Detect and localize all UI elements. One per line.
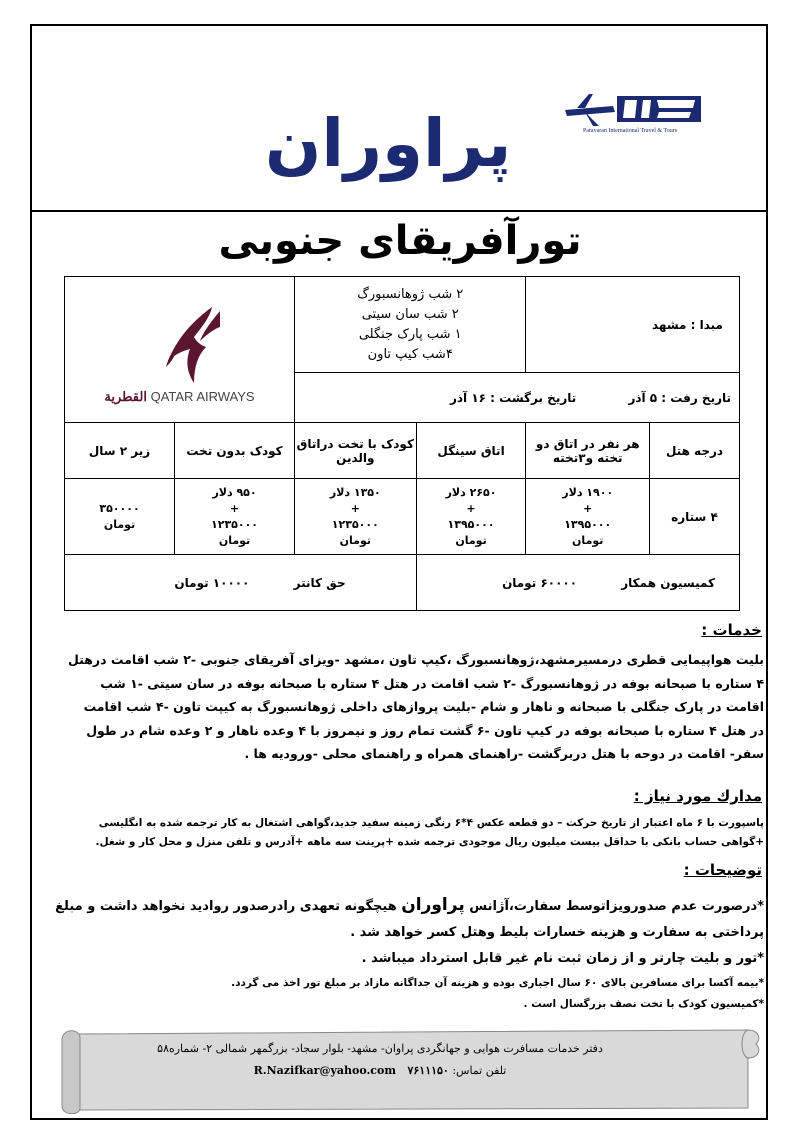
- col-header: کودک بدون تخت: [175, 423, 295, 479]
- footer-phone: ۷۶۱۱۱۵۰: [407, 1064, 449, 1077]
- footer-address: دفتر خدمات مسافرت هوایی و جهانگردی پراوان- مشهد- بلوار سجاد- بزرگمهر شمالی ۲- شماره۵۸: [157, 1042, 603, 1055]
- price-line: +: [350, 501, 360, 515]
- price-line: ۱۹۰۰ دلار: [562, 485, 614, 499]
- price-line: ۳۵۰۰۰۰: [99, 501, 140, 515]
- price-line: تومان: [218, 533, 251, 547]
- col-header: درجه هتل: [650, 423, 740, 479]
- oryx-icon: [120, 301, 240, 391]
- logo-subtitle: Paravaran International Travel & Tours: [582, 128, 678, 134]
- notes-text: [36, 892, 764, 1014]
- itinerary-cities: [295, 277, 526, 373]
- price-line: تومان: [103, 517, 136, 531]
- note-line: [36, 892, 764, 920]
- tour-title: تورآفریقای جنوبی: [218, 218, 582, 264]
- commission-cell: [416, 555, 739, 611]
- price-single: [416, 479, 526, 555]
- note-text: هیچگونه تعهدی رادرصدور روادید نخواهد داشت و مبلغ: [55, 899, 397, 914]
- note-brand: پراوران: [401, 895, 465, 915]
- documents-line: +گواهی حساب بانکی با حداقل بیست میلیون ریال موجودی ترجمه شده +پرینت سه ماهه +آدرس و تلفن منزل و محل کار و شغل.: [95, 836, 764, 848]
- price-line: ۹۵۰ دلار: [212, 485, 257, 499]
- commission-label: کمیسیون همکار: [621, 575, 715, 590]
- price-child-nobed: [175, 479, 295, 555]
- documents-heading: مدارك مورد نیاز :: [633, 787, 762, 805]
- documents-text: [36, 814, 764, 852]
- price-table: [64, 276, 740, 611]
- depart-date: تاریخ رفت : ۵ آذر: [628, 390, 731, 405]
- airline-name-fa: القطرية: [104, 388, 147, 404]
- price-line: تومان: [339, 533, 371, 547]
- price-double: [526, 479, 650, 555]
- services-line: سفر- اقامت در دوحه با هتل دربرگشت -راهنمای همراه و راهنمای محلی -ورودیه ها .: [244, 746, 764, 761]
- notes-heading: توضیحات :: [683, 861, 762, 879]
- travel-dates: [295, 373, 740, 423]
- city-line: ۴شب کیپ تاون: [367, 346, 453, 362]
- price-line: تومان: [572, 533, 604, 547]
- price-line: +: [466, 501, 476, 515]
- airline-name-en: QATAR AIRWAYS: [150, 388, 255, 404]
- services-line: در هتل ۴ ستاره با صبحانه بوفه در کیپ تاون -۶ گشت تمام روز و نیمروز با ۴ وعده ناهار و ۲ وعده شام در طول: [86, 722, 764, 738]
- counter-fee-value: ۱۰۰۰۰ تومان: [174, 575, 250, 590]
- brand-title: پراوران: [265, 105, 512, 182]
- price-line: تومان: [455, 533, 487, 547]
- col-header: هر نفر در اتاق دو تخته و۳تخته: [526, 423, 650, 479]
- price-line: ۲۶۵۰ دلار: [445, 485, 497, 499]
- return-date: تاریخ برگشت : ۱۶ آذر: [449, 390, 577, 405]
- qatar-airways-logo: [65, 277, 295, 423]
- price-line: ۱۳۹۵۰۰۰: [447, 517, 495, 531]
- services-heading: خدمات :: [701, 621, 762, 639]
- price-child-bed: [295, 479, 417, 555]
- hotel-grade: ۴ ستاره: [650, 479, 740, 555]
- commission-value: ۶۰۰۰۰ تومان: [502, 575, 578, 590]
- price-line: ۱۲۳۵۰۰۰: [211, 517, 259, 531]
- price-line: +: [583, 501, 593, 515]
- price-line: ۱۳۹۵۰۰۰: [564, 517, 612, 531]
- col-header: زیر ۲ سال: [65, 423, 175, 479]
- footer-email: R.Nazifkar@yahoo.com: [253, 1064, 396, 1077]
- footer-contact: [100, 1064, 660, 1077]
- price-infant: [65, 479, 175, 555]
- col-header: کودک با تخت دراتاق والدین: [295, 423, 417, 479]
- footer-phone-label: تلفن تماس:: [452, 1064, 507, 1077]
- price-line: ۱۲۳۵۰۰۰: [331, 517, 379, 531]
- services-text: [36, 648, 764, 766]
- note-line: *بیمه آکسا برای مسافرین بالای ۶۰ سال اجباری بوده و هزینه آن جداگانه مازاد بر مبلغ تور اخذ می گردد.: [231, 977, 764, 989]
- city-line: ۲ شب ژوهانسبورگ: [357, 286, 464, 302]
- services-line: ۴ ستاره با صبحانه بوفه در ژوهانسبورگ -۲ شب اقامت در هتل ۴ ستاره با صبحانه بوفه در سان سیتی -۱ شب: [100, 675, 764, 691]
- counter-fee-label: حق کانتر: [293, 575, 346, 590]
- origin: مبدا : مشهد: [526, 277, 740, 373]
- services-line: اقامت در پارک جنگلی با صبحانه و ناهار و شام -بلیت پروازهای داخلی ژوهانسبورگ به کیپت تاون -۴ شب اقامت: [83, 699, 764, 714]
- note-line: پرداختی به سفارت و هزینه خسارات بلیط وهتل کسر خواهد شد .: [350, 925, 764, 940]
- city-line: ۲ شب سان سیتی: [361, 306, 459, 322]
- city-line: ۱ شب پارک جنگلی: [358, 326, 462, 342]
- note-line: *تور و بلیت چارتر و از زمان ثبت نام غیر قابل استرداد میباشد .: [361, 951, 764, 966]
- services-line: بلیت هواپیمایی قطری درمسیرمشهد،ژوهانسبورگ ،کیپ تاون ،مشهد -ویزای آفریقای جنوبی -۲ شب اقامت درهتل: [67, 652, 764, 667]
- col-header: اتاق سینگل: [416, 423, 526, 479]
- price-line: ۱۳۵۰ دلار: [329, 485, 381, 499]
- note-line: *کمیسیون کودک با تخت نصف بزرگسال است .: [523, 998, 764, 1010]
- documents-line: پاسپورت با ۶ ماه اعتبار از تاریخ حرکت – دو قطعه عکس ۴*۶ رنگی زمینه سفید جدید،گواهی اشتغال به کار ترجمه شده به انگلیسی: [98, 817, 764, 829]
- note-text: *درصورت عدم صدورویزاتوسط سفارت،آژانس: [469, 899, 764, 914]
- price-line: +: [229, 501, 240, 515]
- counter-fee-cell: [65, 555, 417, 611]
